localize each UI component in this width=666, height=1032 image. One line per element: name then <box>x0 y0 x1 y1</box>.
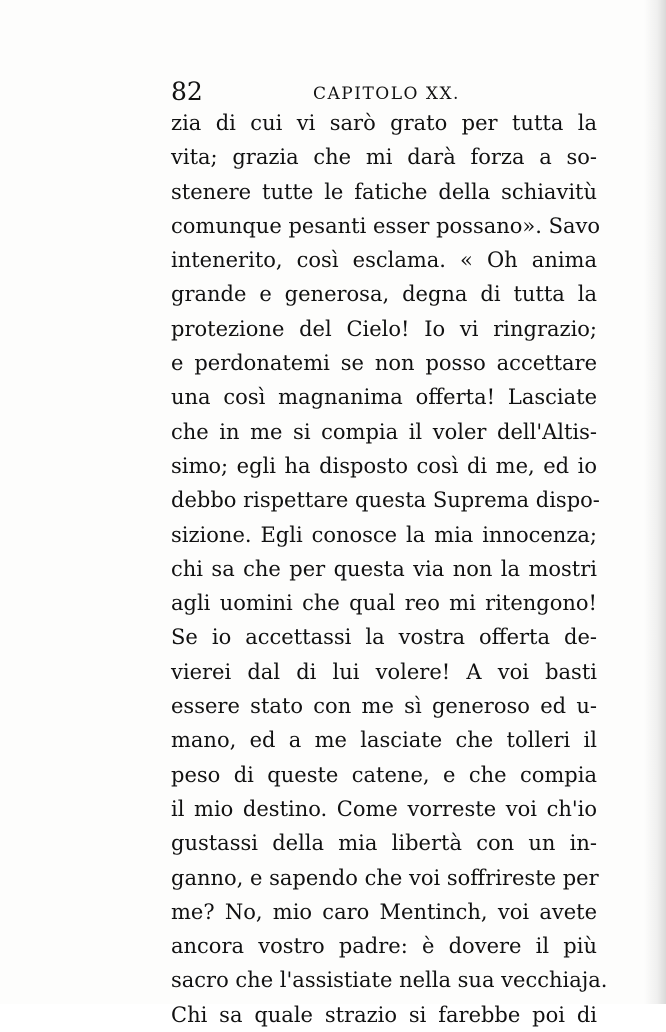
text-line: simo; egli ha disposto così di me, ed io <box>171 453 597 478</box>
body-text <box>171 106 608 1032</box>
text-line: e perdonatemi se non posso accettare <box>171 351 597 376</box>
text-line: chi sa che per questa via non la mostri <box>171 556 597 581</box>
text-line: che in me si compia il voler dell'Altis- <box>171 419 597 444</box>
text-line: il mio destino. Come vorreste voi ch'io <box>171 796 597 821</box>
text-line: intenerito, così esclama. « Oh anima <box>171 248 597 273</box>
text-line: sacro che l'assistiate nella sua vecchiaja. <box>171 968 608 993</box>
text-line: ancora vostro padre: è dovere il più <box>171 934 597 959</box>
text-line: protezione del Cielo! Io vi ringrazio; <box>171 316 597 341</box>
text-line: agli uomini che qual reo mi ritengono! <box>171 591 597 616</box>
text-line: essere stato con me sì generoso ed u- <box>171 694 597 719</box>
text-line: vierei dal di lui volere! A voi basti <box>171 659 597 684</box>
page-edge-shadow <box>644 0 666 1004</box>
page-number: 82 <box>171 77 203 106</box>
text-line: sizione. Egli conosce la mia innocenza; <box>171 522 597 547</box>
text-line: me? No, mio caro Mentinch, voi avete <box>171 899 597 924</box>
text-line: stenere tutte le fatiche della schiavitù <box>171 179 597 204</box>
text-line: Chi sa quale strazio si farebbe poi di <box>171 1002 597 1027</box>
text-line: Se io accettassi la vostra offerta de- <box>171 625 597 650</box>
text-line: vita; grazia che mi darà forza a so- <box>171 145 597 170</box>
running-head <box>171 78 591 106</box>
text-line: debbo rispettare questa Suprema dispo- <box>171 488 600 513</box>
text-line: una così magnanima offerta! Lasciate <box>171 385 597 410</box>
text-line: ganno, e sapendo che voi soffrireste per <box>171 865 599 890</box>
chapter-title: CAPITOLO XX. <box>313 84 460 104</box>
text-line: comunque pesanti esser possano». Savo <box>171 213 601 238</box>
text-line: zia di cui vi sarò grato per tutta la <box>171 111 597 135</box>
text-line: grande e generosa, degna di tutta la <box>171 282 597 307</box>
text-line: gustassi della mia libertà con un in- <box>171 831 597 856</box>
text-line: mano, ed a me lasciate che tolleri il <box>171 728 597 753</box>
text-line: peso di queste catene, e che compia <box>171 762 597 787</box>
